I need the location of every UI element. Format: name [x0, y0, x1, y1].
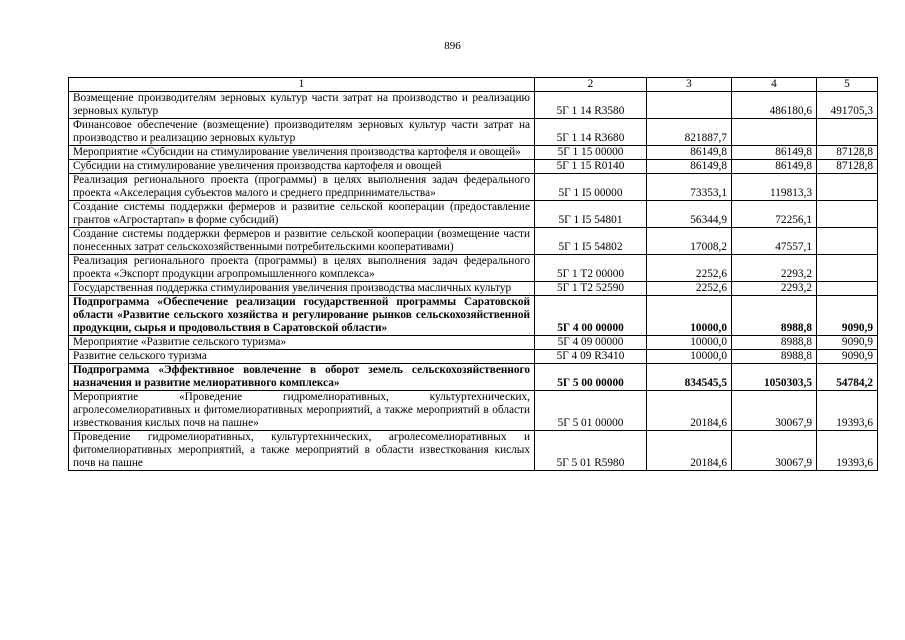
table-row: [69, 296, 878, 336]
row-value-3-cell: 2252,6: [647, 282, 732, 296]
row-value-4-cell: 486180,6: [732, 92, 817, 119]
row-value-5-cell: 19393,6: [817, 431, 878, 471]
row-value-4-cell: 8988,8: [732, 296, 817, 336]
row-name-cell: Субсидии на стимулирование увеличения производства картофеля и овощей: [69, 160, 535, 174]
row-value-5-cell: [817, 119, 878, 146]
row-code-cell: 5Г 1 I5 00000: [535, 174, 647, 201]
table-row: [69, 282, 878, 296]
row-name-cell: Возмещение производителям зерновых культур части затрат на производство и реализацию зерновых культур: [69, 92, 535, 119]
row-name-cell: Мероприятие «Субсидии на стимулирование увеличения производства картофеля и овощей»: [69, 146, 535, 160]
row-value-3-cell: 20184,6: [647, 391, 732, 431]
row-value-5-cell: 491705,3: [817, 92, 878, 119]
column-header-2: 2: [535, 78, 647, 92]
row-name-cell: Государственная поддержка стимулирования увеличения производства масличных культур: [69, 282, 535, 296]
row-name-cell: Мероприятие «Развитие сельского туризма»: [69, 336, 535, 350]
table-row: [69, 119, 878, 146]
table-row: [69, 391, 878, 431]
row-value-3-cell: 10000,0: [647, 350, 732, 364]
row-value-4-cell: [732, 119, 817, 146]
row-code-cell: 5Г 1 14 R3580: [535, 92, 647, 119]
table-row: [69, 364, 878, 391]
row-value-4-cell: 30067,9: [732, 391, 817, 431]
row-value-4-cell: 86149,8: [732, 146, 817, 160]
page-number: 896: [444, 40, 461, 52]
row-code-cell: 5Г 1 14 R3680: [535, 119, 647, 146]
row-code-cell: 5Г 5 01 00000: [535, 391, 647, 431]
row-value-5-cell: 87128,8: [817, 146, 878, 160]
row-value-4-cell: 8988,8: [732, 336, 817, 350]
row-code-cell: 5Г 4 09 00000: [535, 336, 647, 350]
row-code-cell: 5Г 1 I5 54801: [535, 201, 647, 228]
row-value-5-cell: 9090,9: [817, 336, 878, 350]
row-value-4-cell: 30067,9: [732, 431, 817, 471]
row-name-cell: Финансовое обеспечение (возмещение) производителям зерновых культур части затрат на производство и реализацию зерновых культур: [69, 119, 535, 146]
column-header-3: 3: [647, 78, 732, 92]
table-row: [69, 201, 878, 228]
row-name-cell: Развитие сельского туризма: [69, 350, 535, 364]
row-value-5-cell: [817, 174, 878, 201]
row-name-cell: Создание системы поддержки фермеров и развитие сельской кооперации (предоставление грантов «Агростартап» в форме субсидий): [69, 201, 535, 228]
row-name-cell: Подпрограмма «Эффективное вовлечение в оборот земель сельскохозяйственного назначения и развитие мелиоративного комплекса»: [69, 364, 535, 391]
row-value-4-cell: 8988,8: [732, 350, 817, 364]
row-value-5-cell: 9090,9: [817, 296, 878, 336]
row-code-cell: 5Г 4 00 00000: [535, 296, 647, 336]
row-value-3-cell: 10000,0: [647, 336, 732, 350]
row-name-cell: Подпрограмма «Обеспечение реализации государственной программы Саратовской области «Развитие сельского хозяйства и регулирование рынков сельскохозяйственной продукции, сырья и продовольствия в Саратовской области»: [69, 296, 535, 336]
row-value-4-cell: 2293,2: [732, 282, 817, 296]
row-value-4-cell: 86149,8: [732, 160, 817, 174]
row-value-5-cell: [817, 228, 878, 255]
table-row: [69, 174, 878, 201]
row-value-5-cell: [817, 201, 878, 228]
table-row: [69, 350, 878, 364]
table-row: [69, 431, 878, 471]
row-code-cell: 5Г 1 15 R0140: [535, 160, 647, 174]
table-row: [69, 336, 878, 350]
row-value-4-cell: 2293,2: [732, 255, 817, 282]
row-value-3-cell: 17008,2: [647, 228, 732, 255]
row-name-cell: Реализация регионального проекта (программы) в целях выполнения задач федерального проекта «Экспорт продукции агропромышленного комплекса»: [69, 255, 535, 282]
row-value-3-cell: 2252,6: [647, 255, 732, 282]
row-name-cell: Мероприятие «Проведение гидромелиоративных, культуртехнических, агролесомелиоративных и фитомелиоративных мероприятий, а также мероприятий в области известкования кислых почв на пашне»: [69, 391, 535, 431]
row-name-cell: Создание системы поддержки фермеров и развитие сельской кооперации (возмещение части понесенных затрат сельскохозяйственными потребительскими кооперативами): [69, 228, 535, 255]
row-value-3-cell: 86149,8: [647, 146, 732, 160]
row-value-5-cell: [817, 255, 878, 282]
row-code-cell: 5Г 1 T2 00000: [535, 255, 647, 282]
table-row: [69, 146, 878, 160]
row-value-4-cell: 47557,1: [732, 228, 817, 255]
row-name-cell: Реализация регионального проекта (программы) в целях выполнения задач федерального проекта «Акселерация субъектов малого и среднего предпринимательства»: [69, 174, 535, 201]
row-code-cell: 5Г 1 15 00000: [535, 146, 647, 160]
budget-table: [68, 77, 878, 471]
table-row: [69, 228, 878, 255]
row-value-3-cell: 86149,8: [647, 160, 732, 174]
column-header-5: 5: [817, 78, 878, 92]
row-value-4-cell: 1050303,5: [732, 364, 817, 391]
row-code-cell: 5Г 4 09 R3410: [535, 350, 647, 364]
row-value-3-cell: 821887,7: [647, 119, 732, 146]
row-value-3-cell: 56344,9: [647, 201, 732, 228]
table-header-row: [69, 78, 878, 92]
row-value-3-cell: [647, 92, 732, 119]
row-value-3-cell: 10000,0: [647, 296, 732, 336]
row-code-cell: 5Г 1 I5 54802: [535, 228, 647, 255]
row-code-cell: 5Г 1 T2 52590: [535, 282, 647, 296]
column-header-1: 1: [69, 78, 535, 92]
column-header-4: 4: [732, 78, 817, 92]
row-value-5-cell: 87128,8: [817, 160, 878, 174]
row-value-4-cell: 72256,1: [732, 201, 817, 228]
row-value-3-cell: 73353,1: [647, 174, 732, 201]
row-name-cell: Проведение гидромелиоративных, культуртехнических, агролесомелиоративных и фитомелиоративных мероприятий, а также мероприятий в области известкования кислых почв на пашне: [69, 431, 535, 471]
row-value-5-cell: 54784,2: [817, 364, 878, 391]
table-row: [69, 92, 878, 119]
row-value-3-cell: 834545,5: [647, 364, 732, 391]
table-row: [69, 255, 878, 282]
row-value-3-cell: 20184,6: [647, 431, 732, 471]
row-code-cell: 5Г 5 00 00000: [535, 364, 647, 391]
row-code-cell: 5Г 5 01 R5980: [535, 431, 647, 471]
table-row: [69, 160, 878, 174]
row-value-5-cell: 9090,9: [817, 350, 878, 364]
row-value-5-cell: 19393,6: [817, 391, 878, 431]
row-value-5-cell: [817, 282, 878, 296]
row-value-4-cell: 119813,3: [732, 174, 817, 201]
